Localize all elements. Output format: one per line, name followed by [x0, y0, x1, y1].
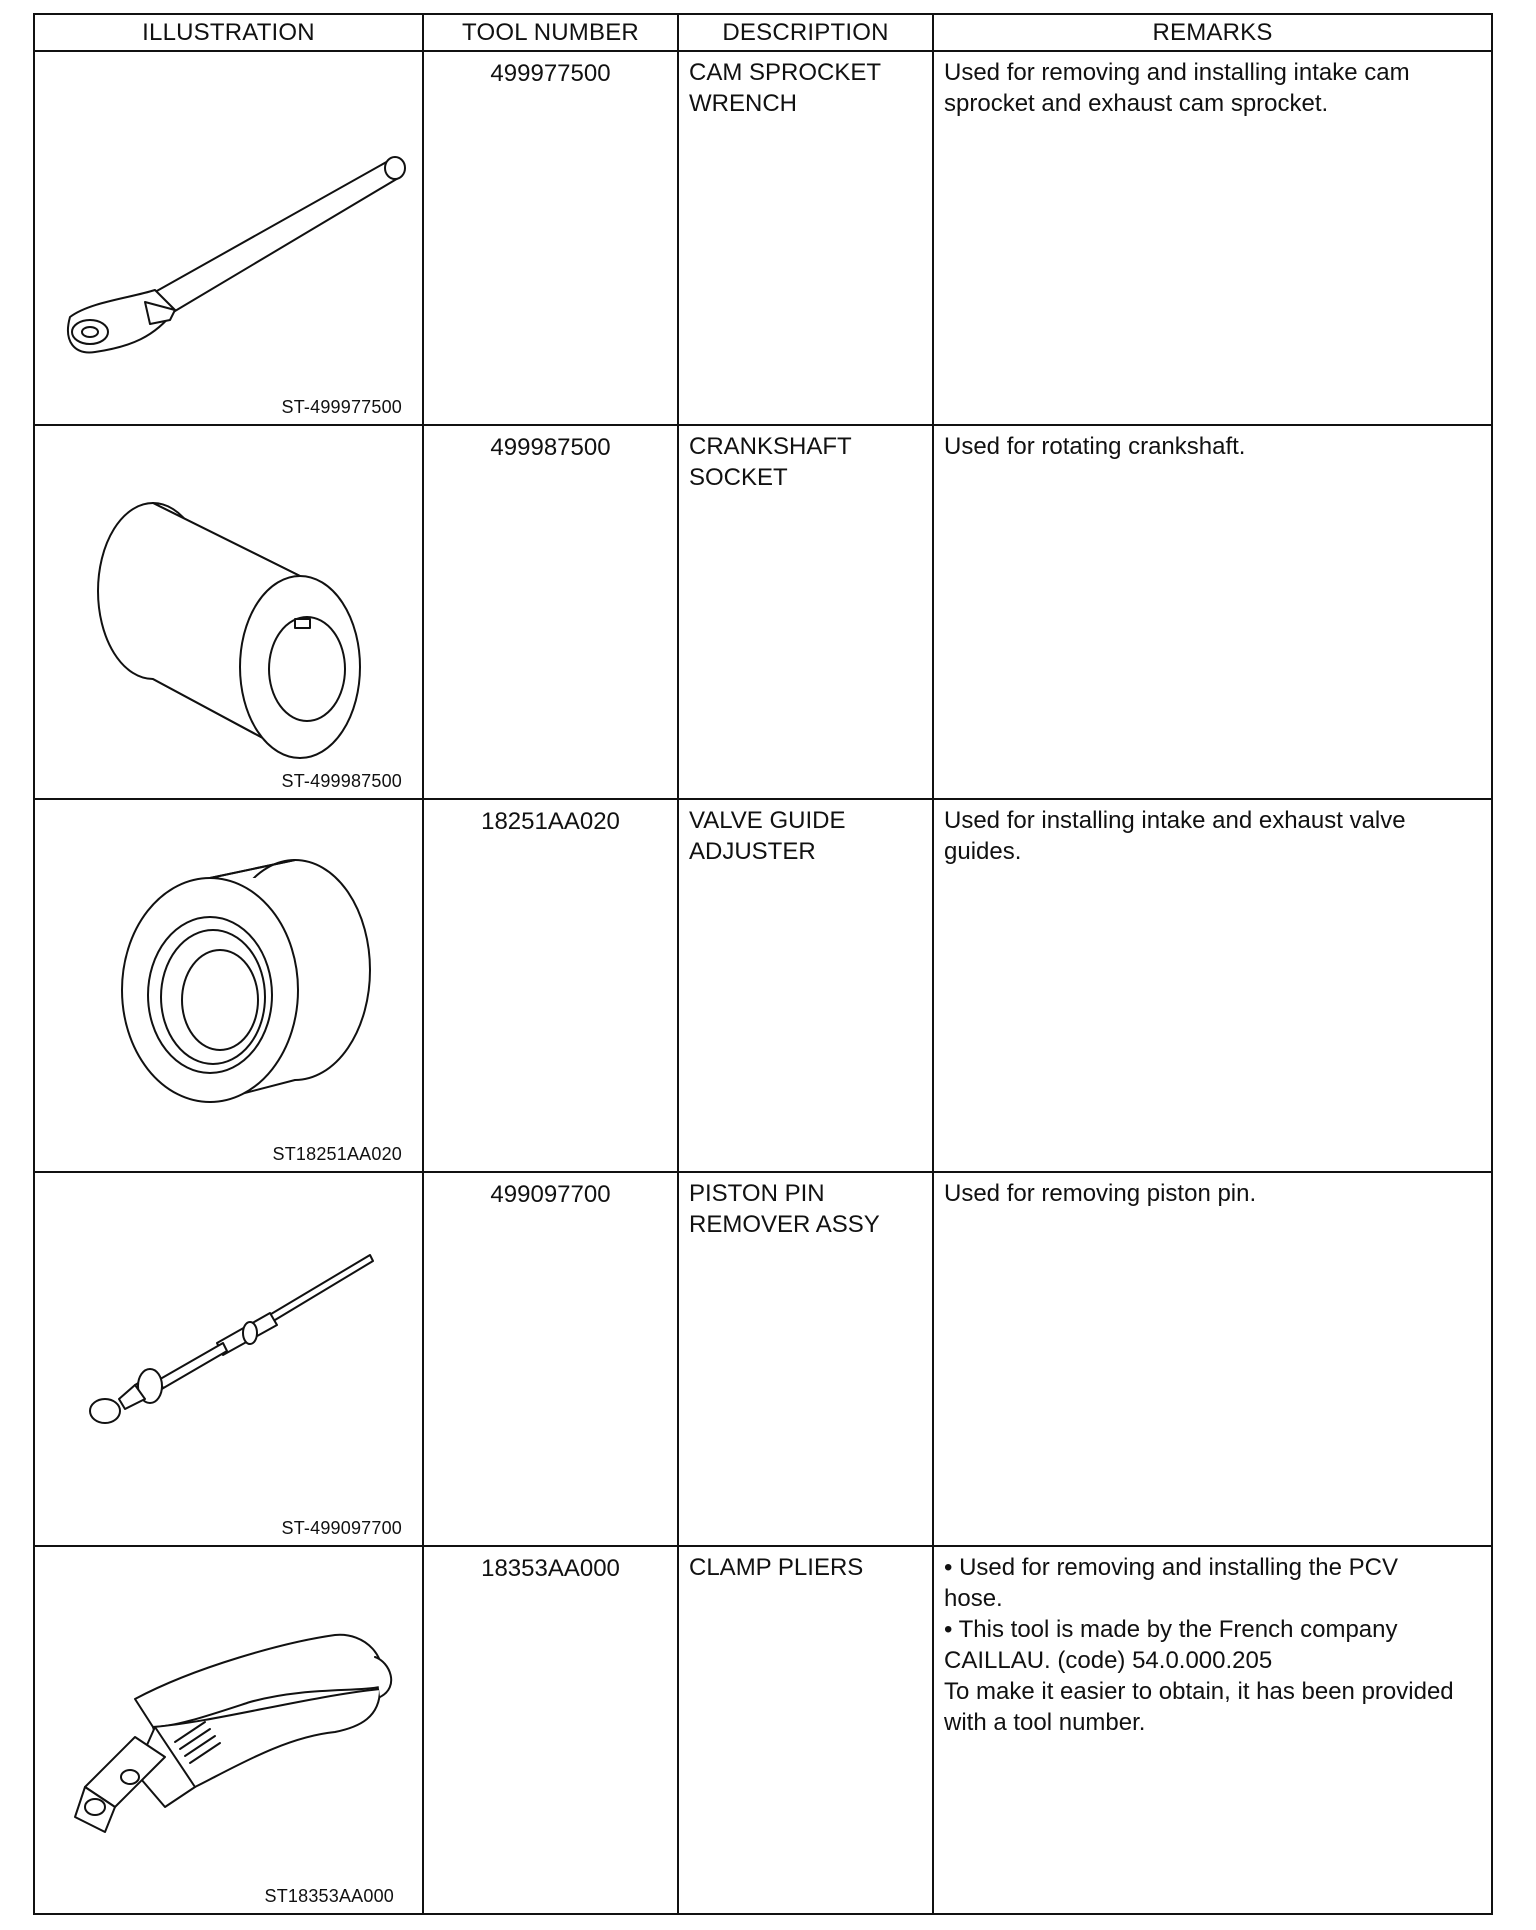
remarks-line: sprocket and exhaust cam sprocket.: [944, 90, 1329, 117]
remarks: [934, 52, 1491, 424]
valve-guide-adjuster-illustration: [35, 800, 422, 1171]
illustration-cell: [35, 52, 422, 424]
illustration-caption: ST18251AA020: [272, 1144, 402, 1164]
illustration-caption: ST18353AA000: [264, 1886, 394, 1906]
description-line: WRENCH: [689, 90, 797, 117]
description-line: CLAMP PLIERS: [689, 1554, 864, 1581]
tool-number: 499987500: [490, 434, 611, 461]
remarks: [934, 1173, 1491, 1545]
remarks: [934, 1547, 1491, 1913]
remarks: [934, 800, 1491, 1171]
description-line: VALVE GUIDE: [689, 807, 846, 834]
illustration-caption: ST-499977500: [281, 397, 402, 417]
cam-sprocket-wrench-illustration: [35, 52, 422, 424]
tool-number: 499977500: [490, 60, 611, 87]
description: [679, 426, 932, 798]
remarks-line: Used for rotating crankshaft.: [944, 433, 1246, 460]
illustration-cell: [35, 800, 422, 1171]
illustration-caption: ST-499097700: [281, 1518, 402, 1538]
description: [679, 52, 932, 424]
clamp-pliers-illustration: [35, 1547, 422, 1911]
header-remarks: REMARKS: [1152, 19, 1273, 46]
remarks-line: Used for removing and installing intake cam: [944, 59, 1410, 86]
remarks-line: • Used for removing and installing the PCV: [944, 1554, 1398, 1581]
description-line: PISTON PIN: [689, 1180, 825, 1207]
remarks-line: Used for installing intake and exhaust valve: [944, 807, 1406, 834]
header-tool-number: TOOL NUMBER: [462, 19, 639, 46]
remarks-line: hose.: [944, 1585, 1003, 1612]
tool-number: 18251AA020: [481, 808, 620, 835]
remarks-line: Used for removing piston pin.: [944, 1180, 1257, 1207]
description-line: CRANKSHAFT: [689, 433, 852, 460]
description-line: REMOVER ASSY: [689, 1211, 880, 1238]
illustration-caption: ST-499987500: [281, 771, 402, 791]
tool-number: 18353AA000: [481, 1555, 620, 1582]
remarks-line: • This tool is made by the French company: [944, 1616, 1398, 1643]
description: [679, 1547, 932, 1913]
illustration-cell: [35, 426, 422, 798]
remarks-line: CAILLAU. (code) 54.0.000.205: [944, 1647, 1273, 1674]
remarks-line: To make it easier to obtain, it has been provided: [944, 1678, 1454, 1705]
description-line: ADJUSTER: [689, 838, 816, 865]
table-row: [35, 52, 1491, 426]
illustration-cell: [35, 1173, 422, 1545]
remarks-line: with a tool number.: [944, 1709, 1146, 1736]
description: [679, 800, 932, 1171]
description-line: CAM SPROCKET: [689, 59, 882, 86]
table-row: [35, 800, 1491, 1173]
remarks-line: guides.: [944, 838, 1022, 865]
table-header-row: [35, 15, 1491, 52]
illustration-cell: [35, 1547, 422, 1913]
table-row: [35, 1173, 1491, 1547]
table-row: [35, 426, 1491, 800]
piston-pin-remover-illustration: [35, 1173, 422, 1545]
crankshaft-socket-illustration: [35, 426, 422, 798]
description-line: SOCKET: [689, 464, 788, 491]
header-illustration: ILLUSTRATION: [142, 19, 315, 46]
table-row: [35, 1547, 1491, 1913]
remarks: [934, 426, 1491, 798]
description: [679, 1173, 932, 1545]
special-tools-table: [33, 13, 1493, 1915]
tool-number: 499097700: [490, 1181, 611, 1208]
header-description: DESCRIPTION: [722, 19, 889, 46]
